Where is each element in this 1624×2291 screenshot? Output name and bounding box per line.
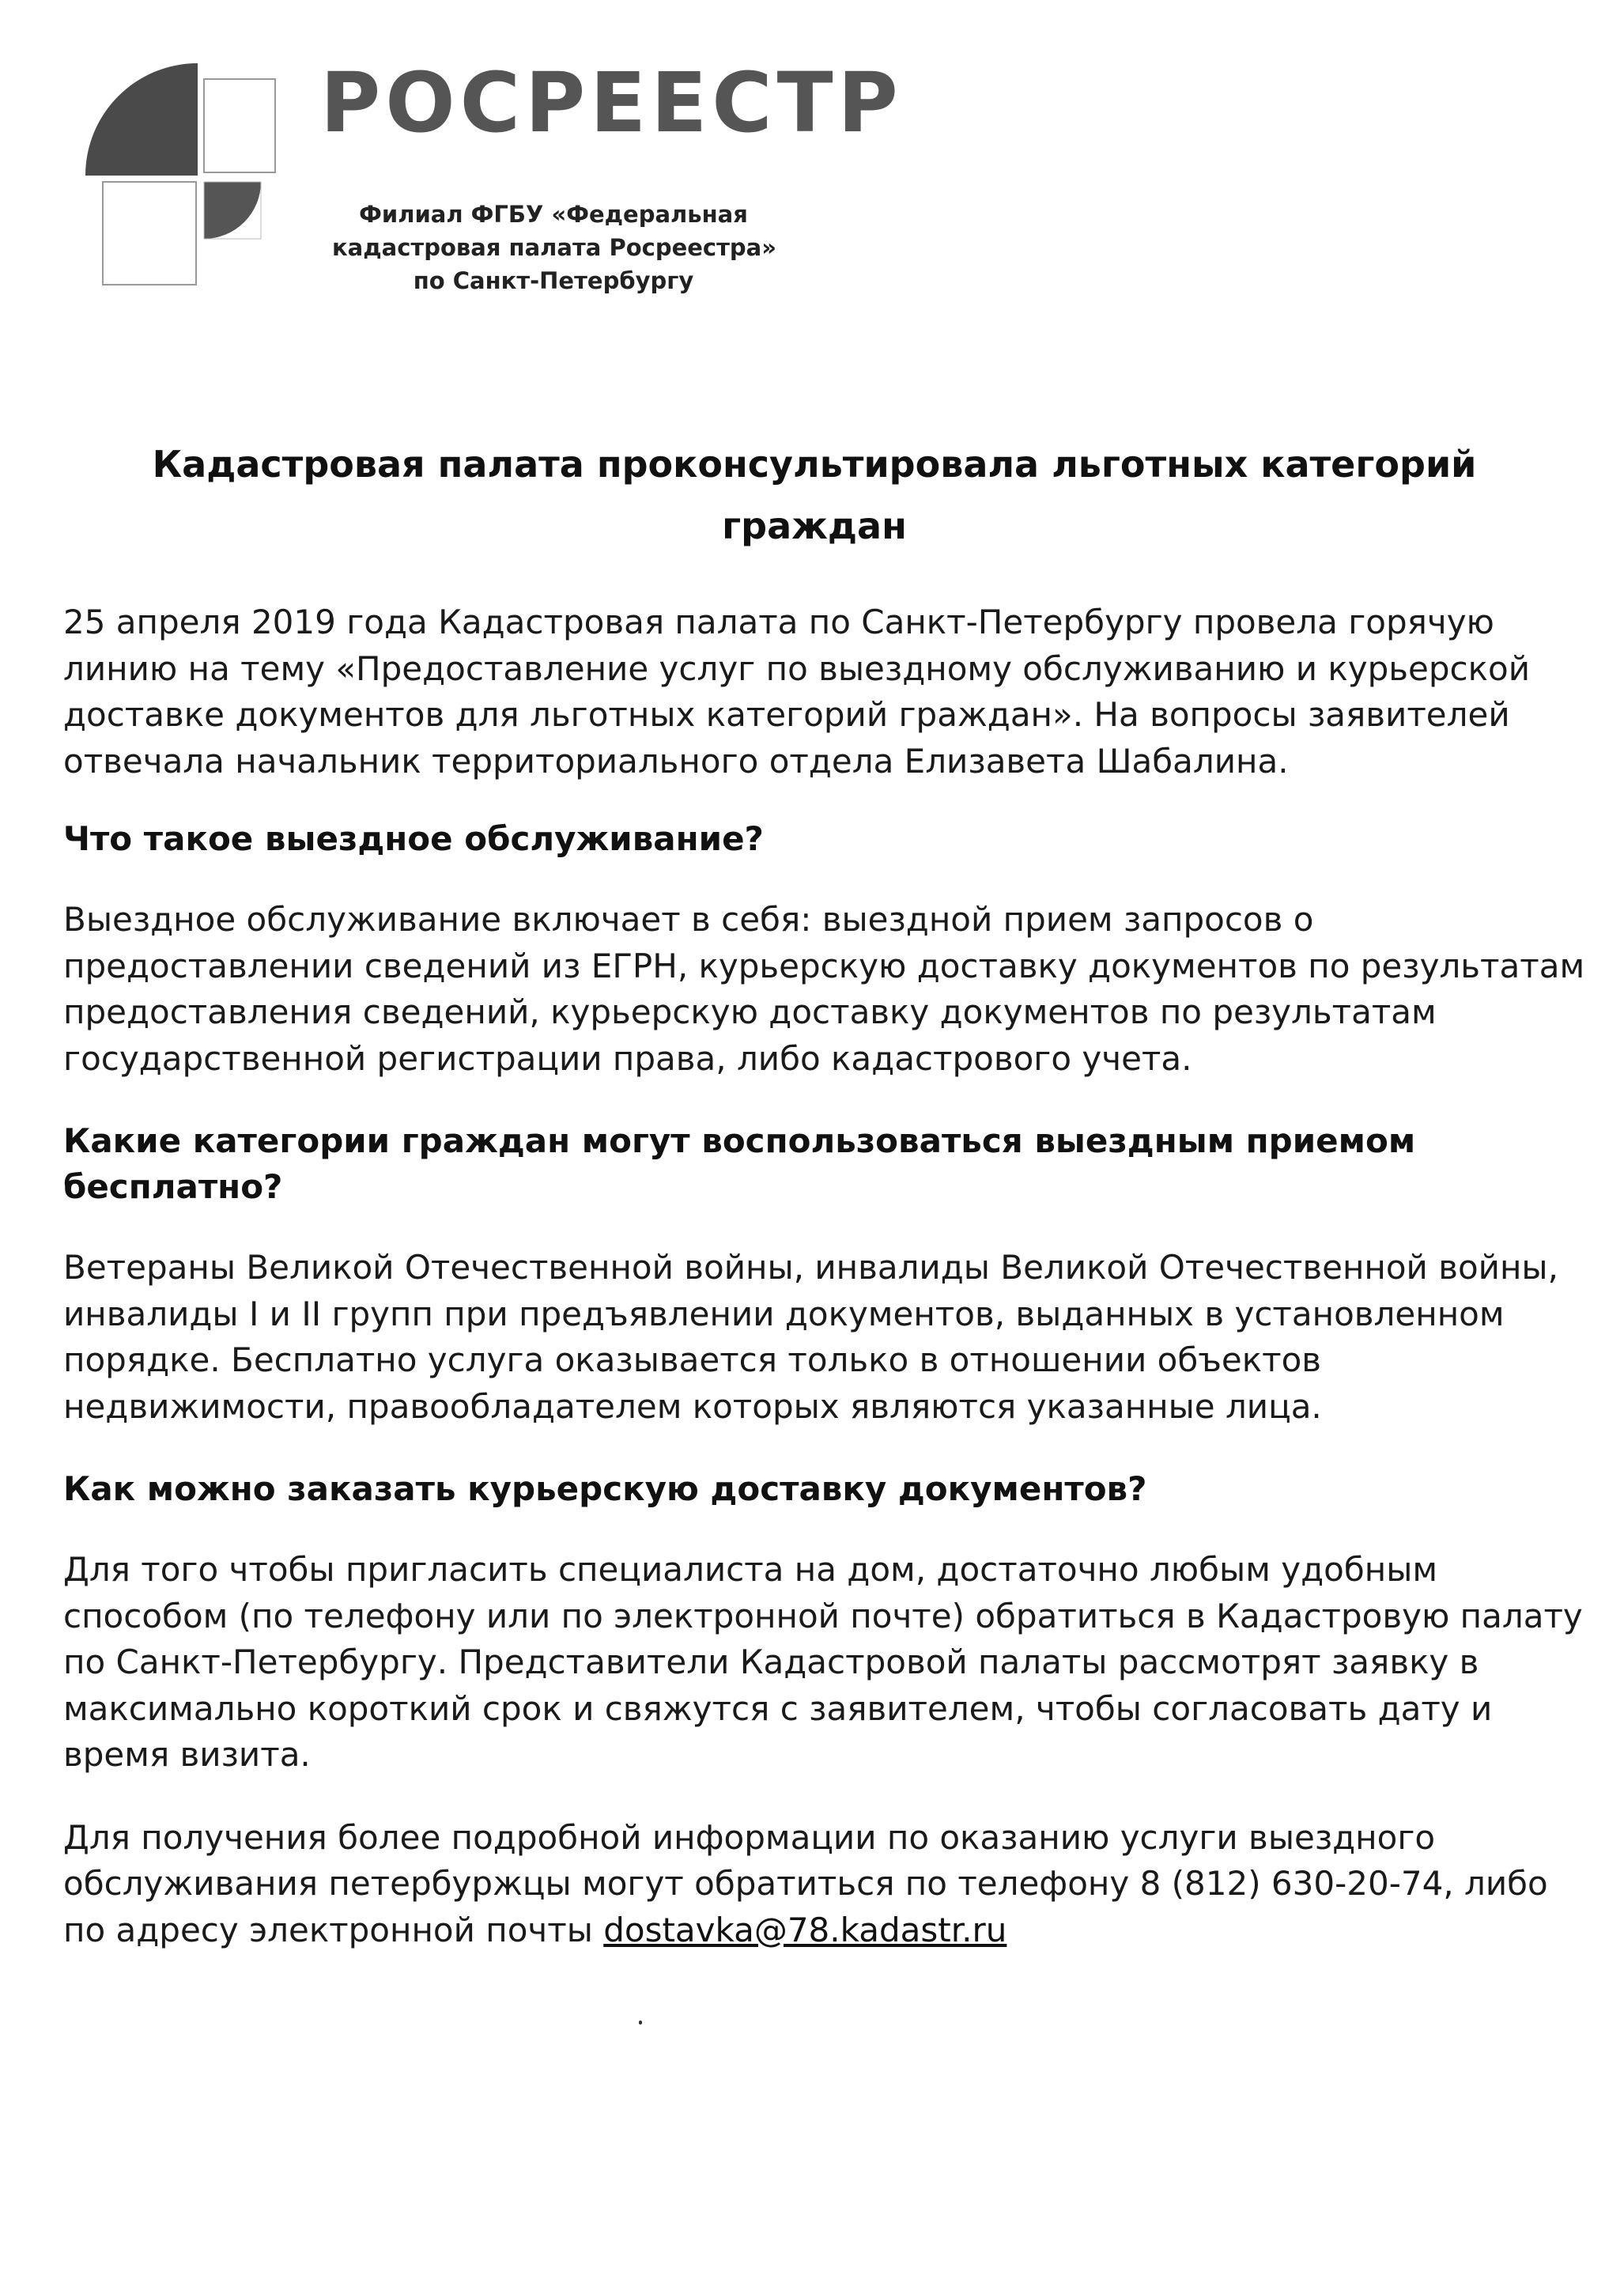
question-heading: Как можно заказать курьерскую доставку документов? (63, 1469, 1147, 1508)
branch-line: кадастровая палата Росреестра» (332, 234, 776, 262)
logo-square-top (204, 79, 275, 172)
logo-quarter-light (204, 182, 261, 239)
answer-paragraph: Для того чтобы пригласить специалиста на дом, достаточно любым удобным способом (по телефону или по электронной почте) обратиться в Кадастровую палату по Санкт-Петербургу. Представители Кадастровой палаты рассмотрят заявку в максимально короткий срок и свяжутся с заявителем, чтобы согласовать дату и время визита. (63, 1550, 1583, 1774)
logo-quarter-dark (85, 63, 198, 176)
branch-line: Филиал ФГБУ «Федеральная (359, 201, 748, 228)
article-title: Кадастровая палата проконсультировала льготных категорий граждан (152, 443, 1477, 548)
question-heading: Что такое выездное обслуживание? (63, 819, 764, 858)
closing-text: Для получения более подробной информации по оказанию услуги выездного обслуживания петербуржцы могут обратиться по телефону 8 (812) 630-20-74, либо по адресу электронной почты (63, 1817, 1548, 1949)
logo-square-bottom (103, 182, 196, 285)
scan-speck (639, 2021, 642, 2024)
answer-paragraph: Выездное обслуживание включает в себя: выездной прием запросов о предоставлении сведений из ЕГРН, курьерскую доставку документов по результатам предоставления сведений, курьерскую доставку документов по результатам государственной регистрации права, либо кадастрового учета. (63, 900, 1585, 1078)
article-body (63, 599, 1589, 1990)
question-heading: Какие категории граждан могут воспользоваться выездным приемом бесплатно? (63, 1121, 1416, 1206)
brand-name: РОСРЕЕСТР (320, 55, 903, 151)
answer-paragraph: Ветераны Великой Отечественной войны, инвалиды Великой Отечественной войны, инвалиды I и II групп при предъявлении документов, выданных в установленном порядке. Бесплатно услуга оказывается только в отношении объектов недвижимости, правообладателем которых являются указанные лица. (63, 1248, 1558, 1426)
closing-paragraph (63, 1815, 1589, 1954)
branch-name (332, 198, 775, 297)
email-link[interactable]: dostavka@78.kadastr.ru (603, 1910, 1007, 1949)
rosreestr-logo-icon (79, 49, 316, 302)
intro-paragraph: 25 апреля 2019 года Кадастровая палата по Санкт-Петербургу провела горячую линию на тему «Предоставление услуг по выездному обслуживанию и курьерской доставке документов для льготных категорий граждан». На вопросы заявителей отвечала начальник территориального отдела Елизавета Шабалина. (63, 603, 1530, 781)
branch-line: по Санкт-Петербургу (413, 267, 694, 295)
